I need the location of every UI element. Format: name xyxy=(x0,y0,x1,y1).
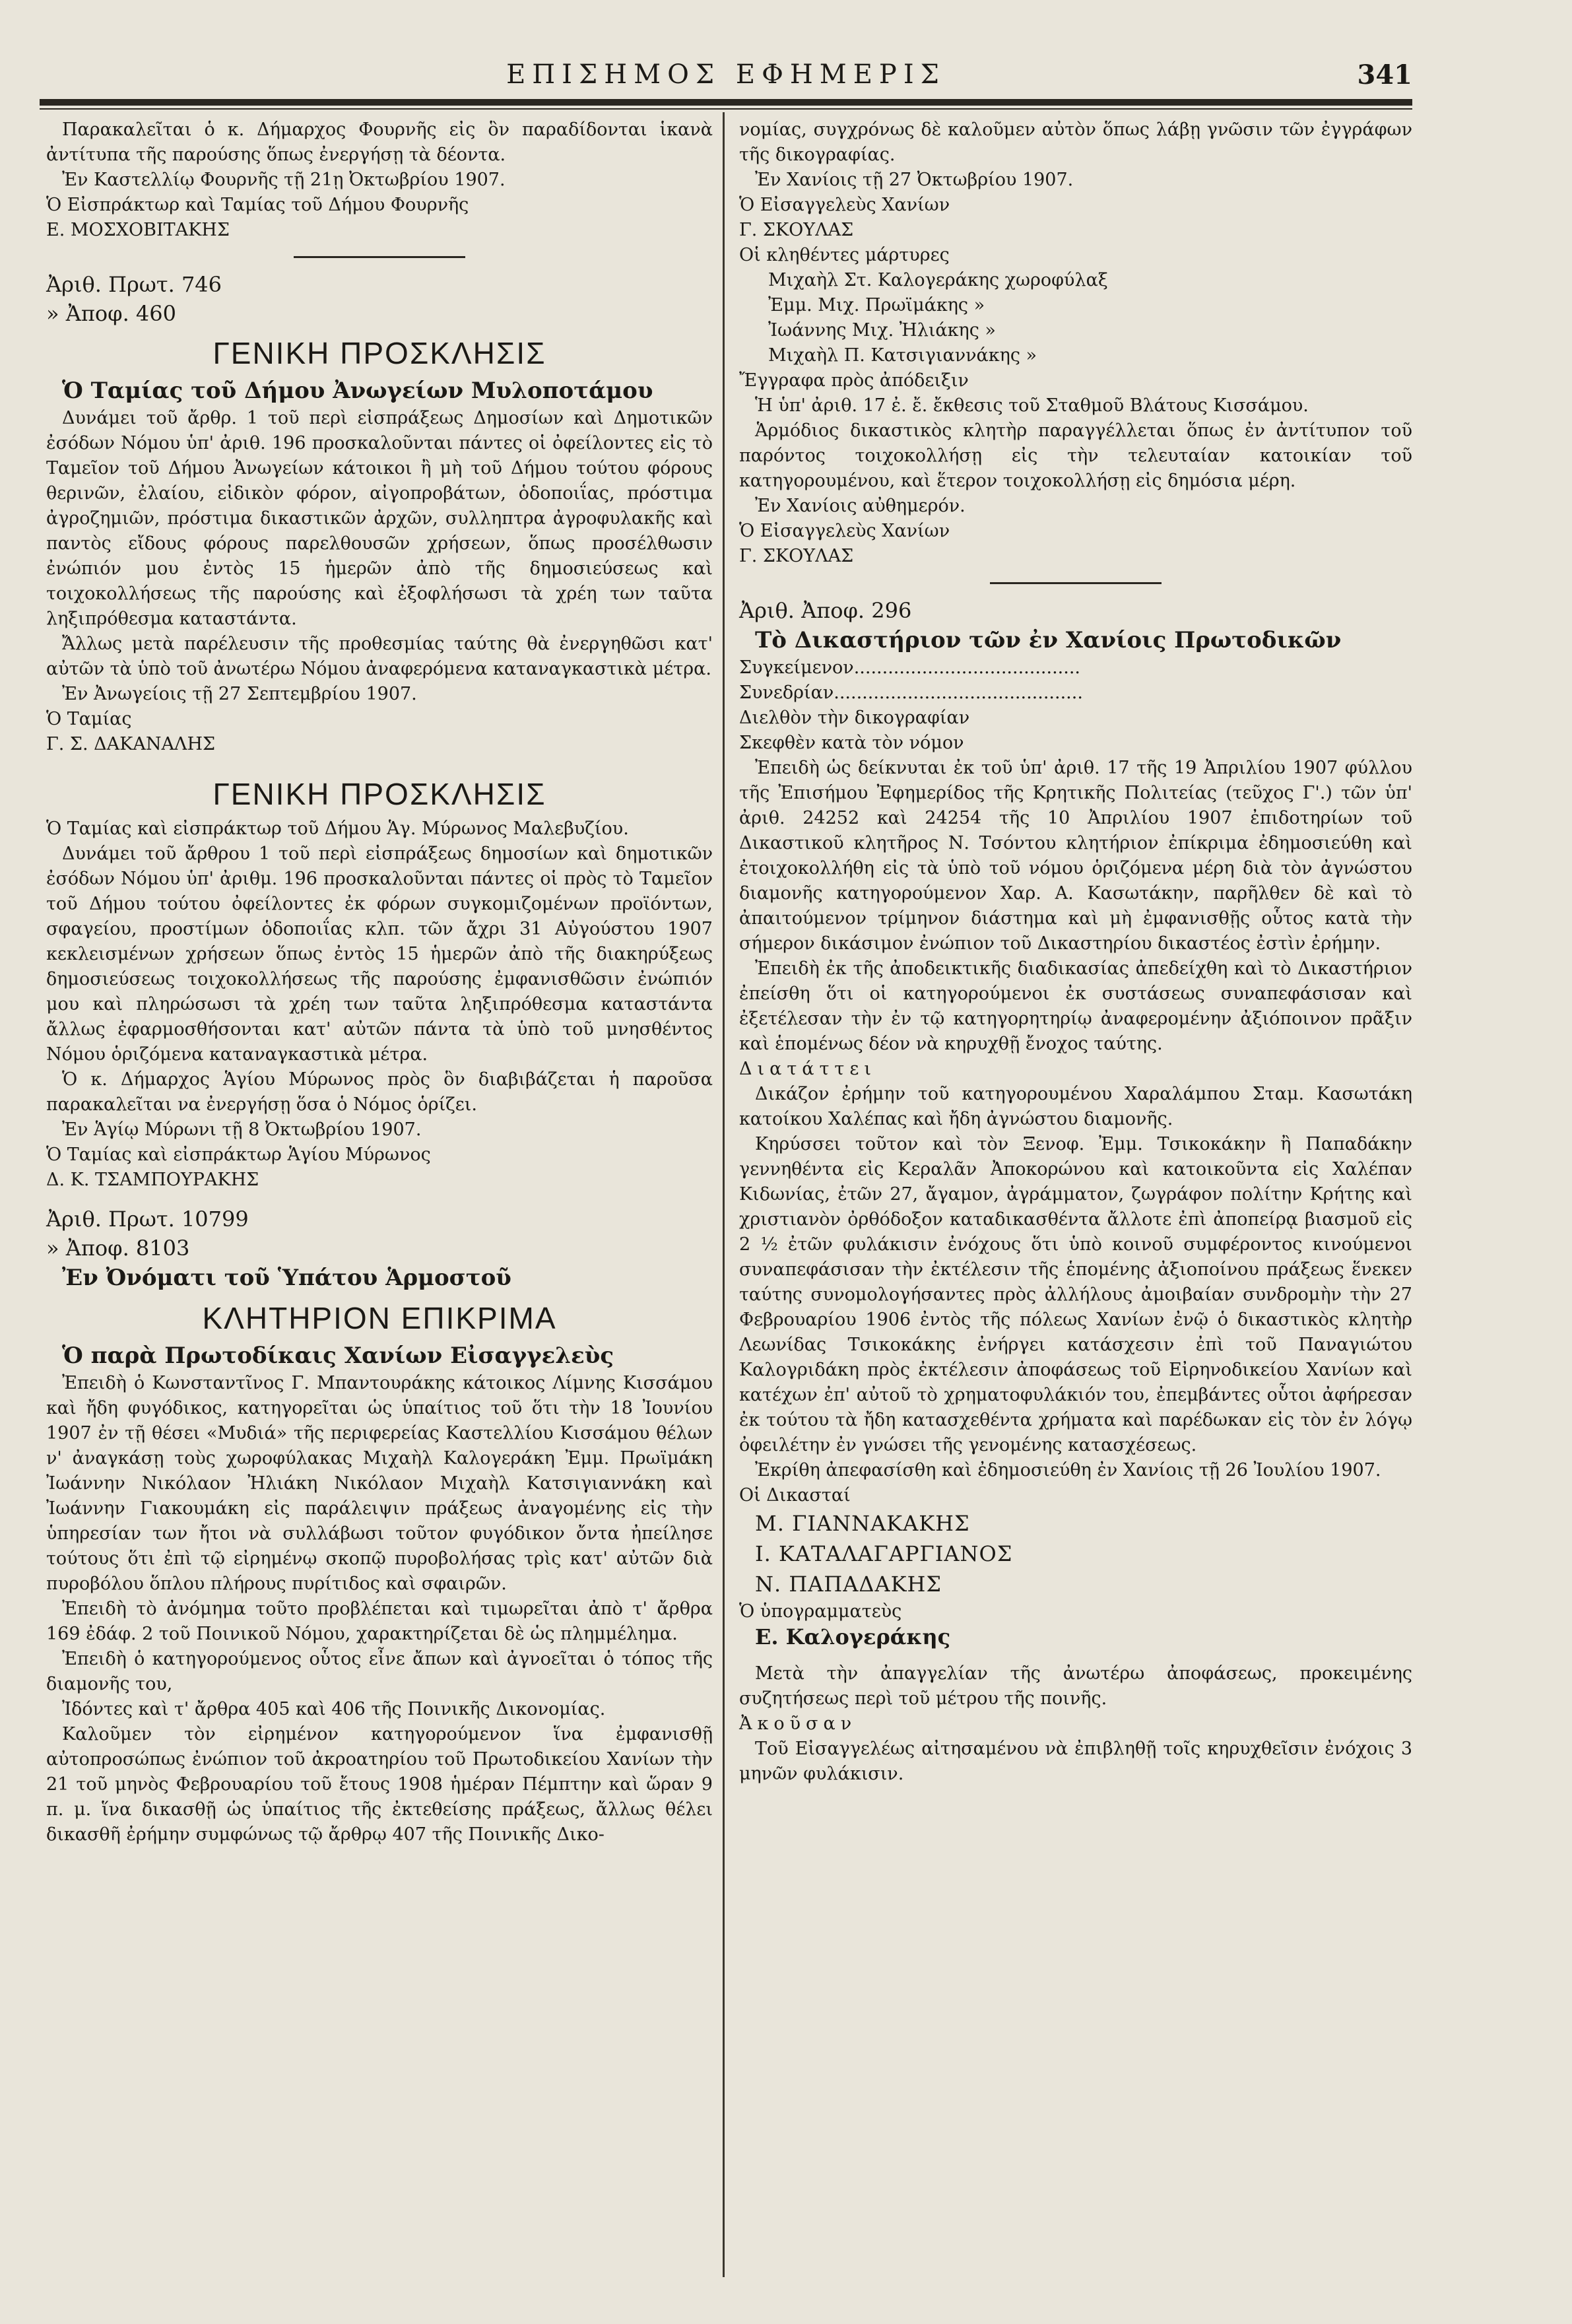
decision-number: » Ἀποφ. 8103 xyxy=(46,1236,190,1261)
signer-name: Γ. ΣΚΟΥΛΑΣ xyxy=(739,546,854,566)
judge-name: Ι. ΚΑΤΑΛΑΓΑΡΓΙΑΝΟΣ xyxy=(755,1541,1013,1566)
notice-place-date: Ἐν Ἀνωγείοις τῇ 27 Σεπτεμβρίου 1907. xyxy=(62,684,417,704)
witnesses-heading: Οἱ κληθέντες μάρτυρες xyxy=(739,245,950,265)
notice-text: νομίας, συγχρόνως δὲ καλοῦμεν αὐτὸν ὅπως λάβῃ γνῶσιν τῶν ἐγγράφων τῆς δικογραφίας. xyxy=(739,119,1412,165)
witness-item: Μιχαὴλ Π. Κατσιγιαννάκης » xyxy=(768,345,1037,366)
signer-name: Γ. ΣΚΟΥΛΑΣ xyxy=(739,220,854,240)
notice-text: Ἐπειδὴ ὁ Κωνσταντῖνος Γ. Μπαντουράκης κάτοικος Λίμνης Κισσάμου καὶ ἤδη φυγόδικος, κατηγορεῖται ὡς ὑπαίτιος τοῦ ὅτι τὴν 18 Ἰουνίου 1907 ἐν τῇ θέσει «Μυδιά» τῆς περιφερείας Καστελλίου Κισσάμου θέλων ν' ἀναγκάσῃ τοὺς χωροφύλακας Μιχαὴλ Καλογεράκη Ἐμμ. Πρωϊμάκη Ἰωάννην Νικόλαον Ἠλιάκη Νικόλαον Μιχαὴλ Κατσιγιαννάκη καὶ Ἰωάννην Γιακουμάκη εἰς παράλειψιν πράξεως ἀναγομένης εἰς τὴν ὑπηρεσίαν των ἤτοι νὰ συλλάβωσι τοῦτον φυγόδικον ὄντα ἠπείλησε τούτους ὅτι ἐπὶ τῷ εἰρημένῳ σκοπῷ πυροβολήσας τρὶς κατ' αὐτῶν διὰ πυροβόλου ὅπλου πλήρους πυρίτιδος καὶ σφαιρῶν. xyxy=(46,1373,713,1594)
section-title: ΓΕΝΙΚΗ ΠΡΟΣΚΛΗΣΙΣ xyxy=(213,336,546,370)
court-formula: Διελθὸν τὴν δικογραφίαν xyxy=(739,708,970,728)
notice-place-date: Ἐν Ἁγίῳ Μύρωνι τῇ 8 Ὀκτωβρίου 1907. xyxy=(62,1119,422,1140)
witness-item: Μιχαὴλ Στ. Καλογεράκης χωροφύλαξ xyxy=(768,270,1108,290)
section-title: ΓΕΝΙΚΗ ΠΡΟΣΚΛΗΣΙΣ xyxy=(213,777,546,811)
newspaper-title: ΕΠΙΣΗΜΟΣ ΕΦΗΜΕΡΙΣ xyxy=(506,59,946,90)
notice-text: Καλοῦμεν τὸν εἰρημένον κατηγορούμενον ἵνα ἐμφανισθῇ αὐτοπροσώπως ἐνώπιον τοῦ ἀκροατηρίου τοῦ Πρωτοδικείου Χανίων τὴν 21 τοῦ μηνὸς Φεβρουαρίου τοῦ ἔτους 1908 ἡμέραν Πέμπτην καὶ ὥραν 9 π. μ. ἵνα δικασθῇ ὡς ὑπαίτιος τῆς ἐκτεθείσης πράξεως, ἄλλως θέλει δικασθῆ ἐρήμην συμφώνως τῷ ἄρθρῳ 407 τῆς Ποινικῆς Δικο- xyxy=(46,1724,713,1845)
court-formula: Σκεφθὲν κατὰ τὸν νόμον xyxy=(739,733,964,753)
notice-text: Δικάζον ἐρήμην τοῦ κατηγορουμένου Χαραλάμπου Σταμ. Κασωτάκη κατοίκου Χαλέπας καὶ ἤδη ἀγνώστου διαμονῆς. xyxy=(739,1084,1412,1129)
signer-role: Ὁ Εἰσαγγελεὺς Χανίων xyxy=(739,195,950,215)
notice-text: Δυνάμει τοῦ ἄρθρου 1 τοῦ περὶ εἰσπράξεως δημοσίων καὶ δημοτικῶν ἐσόδων Νόμου ὑπ' ἀριθμ. 196 προσκαλοῦνται πάντες οἱ πρὸς τὸ Ταμεῖον τοῦ Δήμου τούτου ὀφείλοντες ἐκ φόρων συγκομιζομένων προϊόντων, σφαγείου, προστίμων ὁδοποιΐας κλπ. τῶν ἄχρι 31 Αὐγούστου 1907 κεκλεισμένων χρήσεων ὅπως ἐντὸς 15 ἡμερῶν ἀπὸ τῆς διακηρύξεως δημοσιεύσεως τοιχοκολλήσεως τῆς παρούσης ἐμφανισθῶσιν ἐνώπιόν μου καὶ πληρώσωσι τὰ χρέη των ταῦτα ληξιπρόθεσμα καταστάντα ἄλλως ἐφαρμοσθήσονται κατ' αὐτῶν πάντα τὰ ὑπὸ τοῦ μνησθέντος Νόμου ὁριζόμενα καταναγκαστικὰ μέτρα. xyxy=(46,844,713,1065)
notice-place-date: Ἐν Καστελλίῳ Φουρνῆς τῇ 21ῃ Ὀκτωβρίου 1907. xyxy=(62,170,506,190)
decision-number: Ἀριθ. Ἀποφ. 296 xyxy=(739,598,912,623)
signer-role: Ὁ Ταμίας xyxy=(46,709,132,729)
clerk-name: Ε. Καλογεράκης xyxy=(755,1624,951,1649)
section-heading: Ἐν Ὀνόματι τοῦ Ὑπάτου Ἁρμοστοῦ xyxy=(62,1265,511,1291)
judge-name: Μ. ΓΙΑΝΝΑΚΑΚΗΣ xyxy=(755,1511,970,1536)
notice-text: Ἐπειδὴ τὸ ἀνόμημα τοῦτο προβλέπεται καὶ τιμωρεῖται ἀπὸ τ' ἄρθρα 169 ἐδάφ. 2 τοῦ Ποινικοῦ Νόμου, χαρακτηρίζεται δὲ ὡς πλημμέλημα. xyxy=(46,1599,713,1644)
page-header xyxy=(40,59,1412,99)
court-composition: Συγκείμενον........................................ xyxy=(739,657,1081,678)
page-number: 341 xyxy=(1357,59,1412,90)
notice-text: Τοῦ Εἰσαγγελέως αἰτησαμένου νὰ ἐπιβληθῇ τοῖς κηρυχθεῖσιν ἐνόχοις 3 μηνῶν φυλάκισιν. xyxy=(739,1739,1412,1784)
notice-text: Παρακαλεῖται ὁ κ. Δήμαρχος Φουρνῆς εἰς ὃν παραδίδονται ἱκανὰ ἀντίτυπα τῆς παρούσης ὅπως ἐνεργήσῃ τὰ δέοντα. xyxy=(46,119,713,165)
signer-name: Γ. Σ. ΔΑΚΑΝΑΛΗΣ xyxy=(46,734,216,754)
section-title: ΚΛΗΤΗΡΙΟΝ ΕΠΙΚΡΙΜΑ xyxy=(202,1301,557,1335)
protocol-number: Ἀριθ. Πρωτ. 10799 xyxy=(46,1207,249,1232)
evidence-heading: Ἔγγραφα πρὸς ἀπόδειξιν xyxy=(739,370,969,391)
notice-text: Ἁρμόδιος δικαστικὸς κλητὴρ παραγγέλλεται ὅπως ἐν ἀντίτυπον τοῦ παρόντος τοιχοκολλήσῃ εἰς τὴν τελευταίαν κατοικίαν τοῦ κατηγορουμένου, καὶ ἕτερον τοιχοκολλήσῃ εἰς δημόσια μέρη. xyxy=(739,420,1412,491)
signer-role: Ὁ Εἰσπράκτωρ καὶ Ταμίας τοῦ Δήμου Φουρνῆς xyxy=(46,195,469,215)
signer-role: Ὁ Ταμίας καὶ εἰσπράκτωρ Ἁγίου Μύρωνος xyxy=(46,1145,431,1165)
section-subtitle: Ὁ Ταμίας τοῦ Δήμου Ἀνωγείων Μυλοποτάμου xyxy=(62,378,653,404)
notice-text: Ἐκρίθη ἀπεφασίσθη καὶ ἐδημοσιεύθη ἐν Χανίοις τῇ 26 Ἰουλίου 1907. xyxy=(755,1460,1381,1480)
right-column xyxy=(739,117,1412,1787)
column-divider xyxy=(723,112,725,2277)
witness-item: Ἐμμ. Μιχ. Πρωϊμάκης » xyxy=(768,295,985,315)
heard-heading: Ἀκοῦσαν xyxy=(739,1713,857,1734)
court-session: Συνεδρίαν............................................ xyxy=(739,682,1083,703)
header-rule xyxy=(40,99,1412,106)
section-subtitle: Ὁ Ταμίας καὶ εἰσπράκτωρ τοῦ Δήμου Ἁγ. Μύρωνος Μαλεβυζίου. xyxy=(46,818,629,839)
judge-name: Ν. ΠΑΠΑΔΑΚΗΣ xyxy=(755,1572,942,1597)
witness-item: Ἰωάννης Μιχ. Ἠλιάκης » xyxy=(768,320,996,341)
notice-text: Ἰδόντες καὶ τ' ἄρθρα 405 καὶ 406 τῆς Ποινικῆς Δικονομίας. xyxy=(62,1699,606,1719)
notice-text: Ἐπειδὴ ὁ κατηγορούμενος οὗτος εἶνε ἄπων καὶ ἀγνοεῖται ὁ τόπος τῆς διαμονῆς του, xyxy=(46,1649,713,1694)
decision-number: » Ἀποφ. 460 xyxy=(46,301,176,326)
protocol-number: Ἀριθ. Πρωτ. 746 xyxy=(46,272,222,297)
clerk-role: Ὁ ὑπογραμματεὺς xyxy=(739,1601,902,1622)
notice-text: Ἡ ὑπ' ἀριθ. 17 ἐ. ἔ. ἔκθεσις τοῦ Σταθμοῦ Βλάτους Κισσάμου. xyxy=(755,395,1309,416)
header-rule-thin xyxy=(40,108,1412,110)
section-divider xyxy=(990,582,1162,584)
section-title: Τὸ Δικαστήριον τῶν ἐν Χανίοις Πρωτοδικῶν xyxy=(755,627,1342,653)
signer-role: Ὁ Εἰσαγγελεὺς Χανίων xyxy=(739,521,950,541)
left-column xyxy=(46,117,713,1847)
notice-place-date: Ἐν Χανίοις αὐθημερόν. xyxy=(755,496,966,516)
notice-text: Ἐπειδὴ ἐκ τῆς ἀποδεικτικῆς διαδικασίας ἀπεδείχθη καὶ τὸ Δικαστήριον ἐπείσθη ὅτι οἱ κατηγορούμενοι ἐκ συστάσεως συναπεφάσισαν καὶ ἐξετέλεσαν τὴν ἐν τῷ κατηγορητηρίῳ ἀναφερομένην ἀξιόποινον πρᾶξιν καὶ ἑπομένως δέον νὰ κηρυχθῇ ἔνοχος ταύτης. xyxy=(739,958,1412,1054)
notice-text: Ἐπειδὴ ὡς δείκνυται ἐκ τοῦ ὑπ' ἀριθ. 17 τῆς 19 Ἀπριλίου 1907 φύλλου τῆς Ἐπισήμου Ἐφημερίδος τῆς Κρητικῆς Πολιτείας (τεῦχος Γ'.) τῶν ὑπ' ἀριθ. 24252 καὶ 24254 τῆς 10 Ἀπριλίου 1907 ἐπιδοτηρίων τοῦ Δικαστικοῦ κλητῆρος Ν. Τσόντου κλητήριον ἐπίκριμα ἐδημοσιεύθη καὶ ἐτοιχοκολλήθη εἰς τὰ ὑπὸ τοῦ νόμου ὁριζόμενα μέρη διὰ τὸν ἀγνώστου διαμονῆς κατηγορούμενον Χαρ. Α. Κασωτάκην, παρῆλθεν δὲ καὶ τὸ ἀπαιτούμενον τρίμηνον διάστημα καὶ μὴ ἐμφανισθῇς οὗτος κατὰ τὴν σήμερον δικάσιμον ἐνώπιον τοῦ Δικαστηρίου δικαστέος ἐστὶν ἐρήμην. xyxy=(739,758,1412,954)
notice-text: Ὁ κ. Δήμαρχος Ἁγίου Μύρωνος πρὸς ὃν διαβιβάζεται ἡ παροῦσα παρακαλεῖται να ἐνεργήσῃ ὅσα ὁ Νόμος ὁρίζει. xyxy=(46,1069,713,1115)
signer-name: Ε. ΜΟΣΧΟΒΙΤΑΚΗΣ xyxy=(46,220,230,240)
notice-place-date: Ἐν Χανίοις τῇ 27 Ὀκτωβρίου 1907. xyxy=(755,170,1074,190)
notice-text: Κηρύσσει τοῦτον καὶ τὸν Ξενοφ. Ἐμμ. Τσικοκάκην ἢ Παπαδάκην γεννηθέντα εἰς Κεραλᾶν Ἀποκορώνου καὶ κατοικοῦντα εἰς Χαλέπαν Κιδωνίας, ἐτῶν 27, ἄγαμον, ἀγράμματον, ζωγράφον πολίτην Κρήτης καὶ χριστιανὸν ὀρθόδοξον καταδικασθέντα ἄλλοτε ἐπὶ ἀποπείρᾳ βιασμοῦ εἰς 2 ½ ἐτῶν φυλάκισιν ἐνόχους ὅτι ὑπὸ κοινοῦ συμφέροντος κινούμενοι συναπεφάσισαν τὴν ἐκτέλεσιν τῆς ἑπομένης ἀξιοποίνου πράξεως ἕνεκεν ταύτης συνομολογήσαντες πρὸς ἀλλήλους ἀμοιβαίαν συνδρομὴν τὴν 27 Φεβρουαρίου 1906 ἐντὸς τῆς πόλεως Χανίων ἐνῷ ὁ δικαστικὸς κλητὴρ Λεωνίδας Τσικοκάκης ἐνήργει κατάσχεσιν ἐπὶ τοῦ Παναγιώτου Καλογριδάκη πρὸς ἐκτέλεσιν ἀποφάσεως τοῦ Εἰρηνοδικείου Χανίων καὶ κατέχων ἐπ' αὐτοῦ τὸ χρηματοφυλάκιόν του, ἐπεμβάντες οὗτοι ἀφήρεσαν ἐκ τούτου τὰ ἤδη κατασχεθέντα χρήματα καὶ παρέδωκαν εἰς τὸν ἐν λόγῳ ὀφειλέτην ἐν γνώσει τῆς γενομένης κατασχέσεως. xyxy=(739,1134,1412,1455)
decree-heading: Διατάττει xyxy=(739,1059,876,1079)
section-subtitle: Ὁ παρὰ Πρωτοδίκαις Χανίων Εἰσαγγελεὺς xyxy=(62,1343,614,1369)
notice-text: Δυνάμει τοῦ ἄρθρ. 1 τοῦ περὶ εἰσπράξεως Δημοσίων καὶ Δημοτικῶν ἐσόδων Νόμου ὑπ' ἀριθ. 196 προσκαλοῦνται πάντες οἱ ὀφείλοντες εἰς τὸ Ταμεῖον τοῦ Δήμου Ἀνωγείων κάτοικοι ἢ μὴ τοῦ Δήμου τούτου φόρους θερινῶν, ἐλαίου, εἰδικὸν φόρον, αἰγοπροβάτων, ὁδοποιΐας, πρόστιμα ἀγροζημιῶν, πρόστιμα δικαστικῶν ἀρχῶν, συλληπτρα ἀγροφυλακῆς καὶ παντὸς εἴδους φόρους παρελθουσῶν χρήσεων, ὅπως προσέλθωσιν ἐνώπιόν μου ἐντὸς 15 ἡμερῶν ἀπὸ τῆς δημοσιεύσεως καὶ τοιχοκολλήσεως τῆς παρούσης καὶ ἐξοφλήσωσι τὰ χρέη των ταῦτα ληξιπρόθεσμα καταστάντα. xyxy=(46,408,713,629)
judges-heading: Οἱ Δικασταί xyxy=(739,1485,851,1506)
signer-name: Δ. Κ. ΤΣΑΜΠΟΥΡΑΚΗΣ xyxy=(46,1170,259,1190)
notice-text: Μετὰ τὴν ἀπαγγελίαν τῆς ἀνωτέρω ἀποφάσεως, προκειμένης συζητήσεως περὶ τοῦ μέτρου τῆς ποινῆς. xyxy=(739,1663,1412,1709)
notice-text: Ἄλλως μετὰ παρέλευσιν τῆς προθεσμίας ταύτης θὰ ἐνεργηθῶσι κατ' αὐτῶν τὰ ὑπὸ τοῦ ἀνωτέρω Νόμου ἀναφερόμενα καταναγκαστικὰ μέτρα. xyxy=(46,634,713,679)
section-divider xyxy=(294,256,465,258)
